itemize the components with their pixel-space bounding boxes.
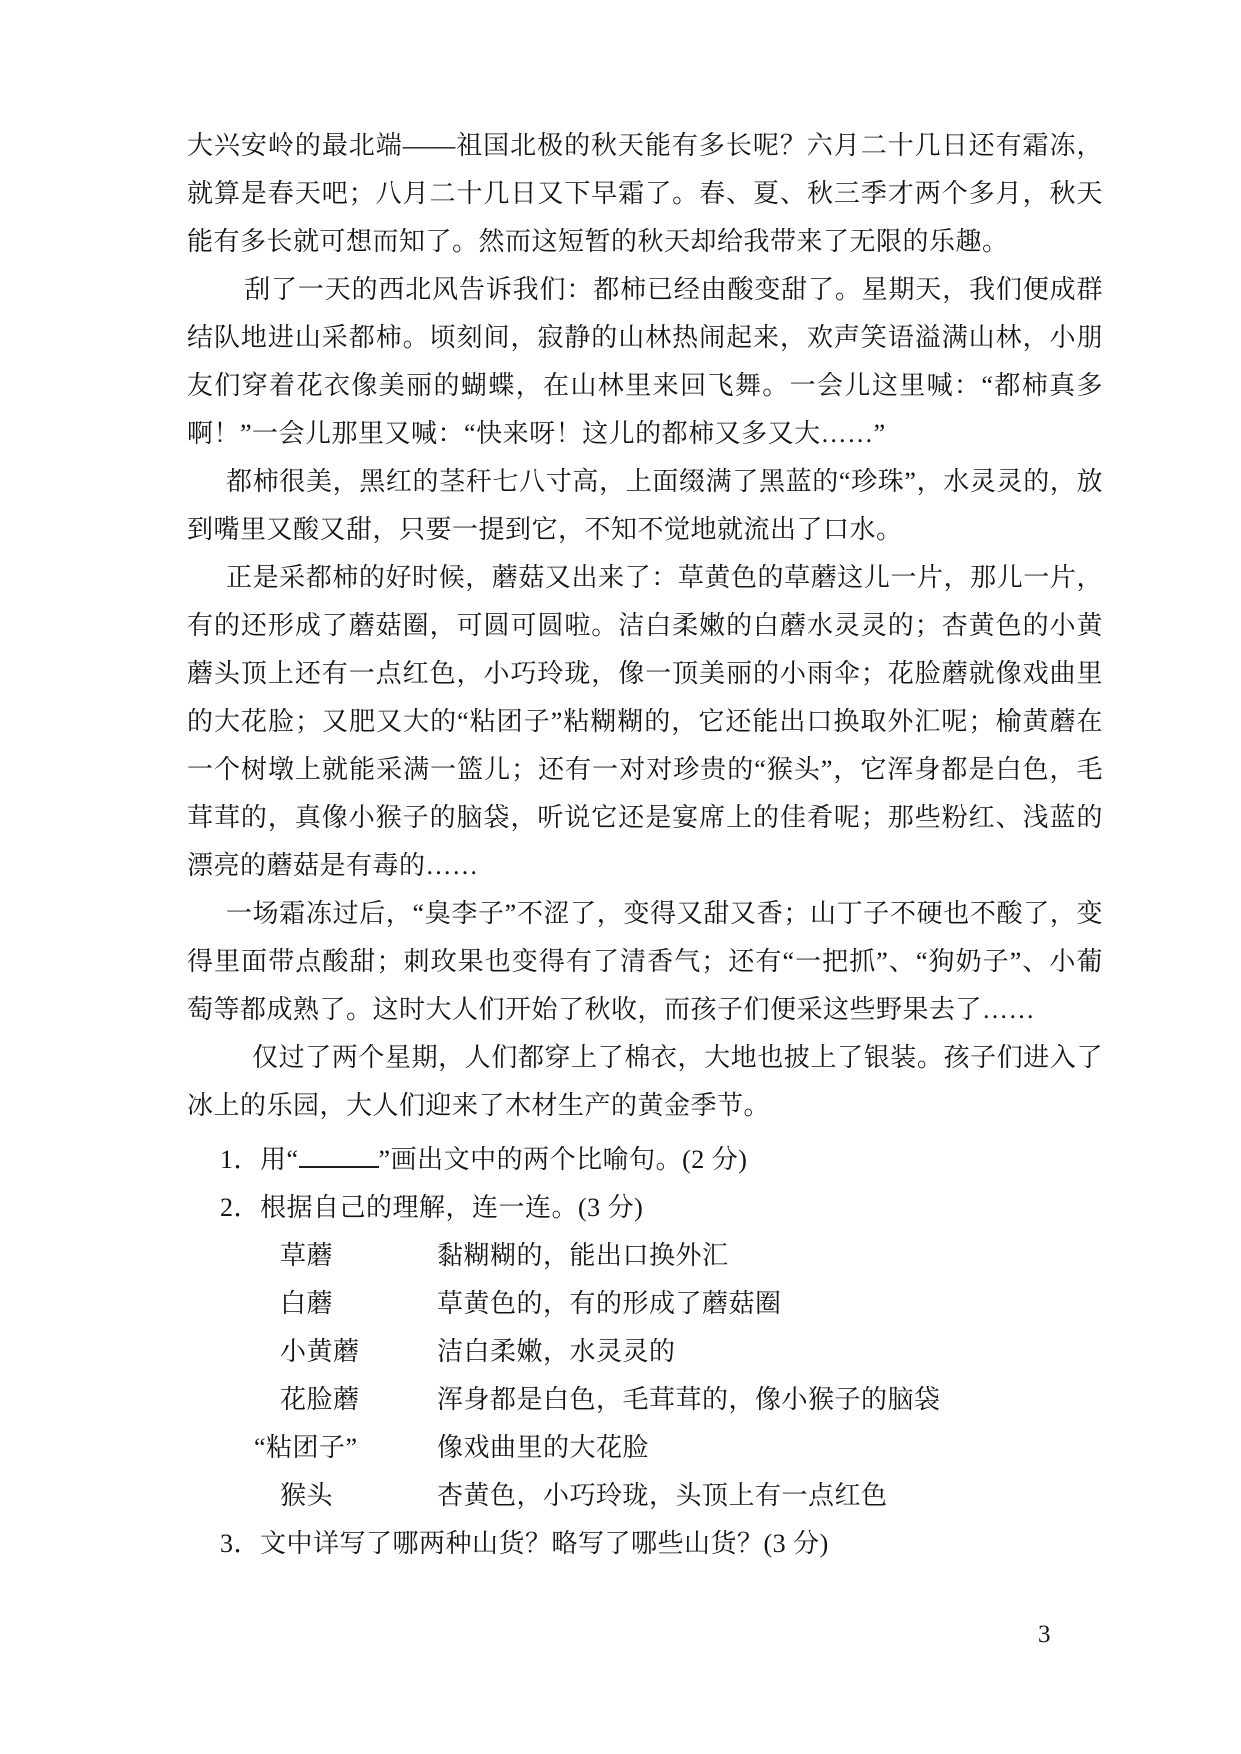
question-1-text-before-blank: 1．用“ [220, 1145, 299, 1174]
match-row [187, 1376, 1103, 1424]
match-row [187, 1232, 1103, 1280]
match-term: 白蘑 [280, 1289, 334, 1318]
match-row [187, 1280, 1103, 1328]
match-term: “粘团子” [254, 1433, 358, 1462]
match-description: 像戏曲里的大花脸 [437, 1433, 650, 1462]
match-description: 杏黄色，小巧玲珑，头顶上有一点红色 [437, 1481, 888, 1510]
passage-paragraph: 都柿很美，黑红的茎秆七八寸高，上面缀满了黑蓝的“珍珠”，水灵灵的，放到嘴里又酸又甜，只要一提到它，不知不觉地就流出了口水。 [187, 467, 1103, 544]
match-description: 洁白柔嫩，水灵灵的 [437, 1337, 676, 1366]
match-row [187, 1328, 1103, 1376]
question-1-text-after-blank: ”画出文中的两个比喻句。(2 分) [378, 1145, 748, 1174]
match-row [187, 1472, 1103, 1520]
matching-exercise [187, 1232, 1103, 1520]
reading-passage [187, 122, 1103, 1130]
question-2: 2．根据自己的理解，连一连。(3 分) [220, 1193, 644, 1222]
passage-paragraph: 正是采都柿的好时候，蘑菇又出来了：草黄色的草蘑这儿一片，那儿一片，有的还形成了蘑菇圈，可圆可圆啦。洁白柔嫩的白蘑水灵灵的；杏黄色的小黄蘑头顶上还有一点红色，小巧玲珑，像一顶美丽的小雨伞；花脸蘑就像戏曲里的大花脸；又肥又大的“粘团子”粘糊糊的，它还能出口换取外汇呢；榆黄蘑在一个树墩上就能采满一篮儿；还有一对对珍贵的“猴头”，它浑身都是白色，毛茸茸的，真像小猴子的脑袋，听说它还是宴席上的佳肴呢；那些粉红、浅蓝的漂亮的蘑菇是有毒的…… [187, 563, 1103, 880]
passage-paragraph: 一场霜冻过后，“臭李子”不涩了，变得又甜又香；山丁子不硬也不酸了，变得里面带点酸甜；刺玫果也变得有了清香气；还有“一把抓”、“狗奶子”、小葡萄等都成熟了。这时大人们开始了秋收，而孩子们便采这些野果去了…… [187, 899, 1103, 1024]
match-term: 猴头 [280, 1481, 334, 1510]
passage-paragraph: 刮了一天的西北风告诉我们：都柿已经由酸变甜了。星期天，我们便成群结队地进山采都柿。顷刻间，寂静的山林热闹起来，欢声笑语溢满山林，小朋友们穿着花衣像美丽的蝴蝶，在山林里来回飞舞。一会儿这里喊：“都柿真多啊！”一会儿那里又喊：“快来呀！这儿的都柿又多又大……” [187, 275, 1103, 448]
passage-paragraph: 仅过了两个星期，人们都穿上了棉衣，大地也披上了银装。孩子们进入了冰上的乐园，大人们迎来了木材生产的黄金季节。 [187, 1043, 1103, 1120]
answer-blank-underline [299, 1142, 379, 1168]
match-description: 草黄色的，有的形成了蘑菇圈 [437, 1289, 782, 1318]
match-row [187, 1424, 1103, 1472]
match-term: 草蘑 [280, 1241, 334, 1270]
question-3: 3．文中详写了哪两种山货？略写了哪些山货？(3 分) [220, 1529, 829, 1558]
match-term: 花脸蘑 [280, 1385, 360, 1414]
match-description: 浑身都是白色，毛茸茸的，像小猴子的脑袋 [437, 1385, 941, 1414]
match-term: 小黄蘑 [280, 1337, 360, 1366]
match-description: 黏糊糊的，能出口换外汇 [437, 1241, 729, 1270]
page-number: 3 [1038, 1621, 1051, 1648]
passage-paragraph: 大兴安岭的最北端——祖国北极的秋天能有多长呢？六月二十几日还有霜冻，就算是春天吧；八月二十几日又下早霜了。春、夏、秋三季才两个多月，秋天能有多长就可想而知了。然而这短暂的秋天却给我带来了无限的乐趣。 [187, 131, 1103, 256]
question-1 [187, 1136, 1103, 1184]
